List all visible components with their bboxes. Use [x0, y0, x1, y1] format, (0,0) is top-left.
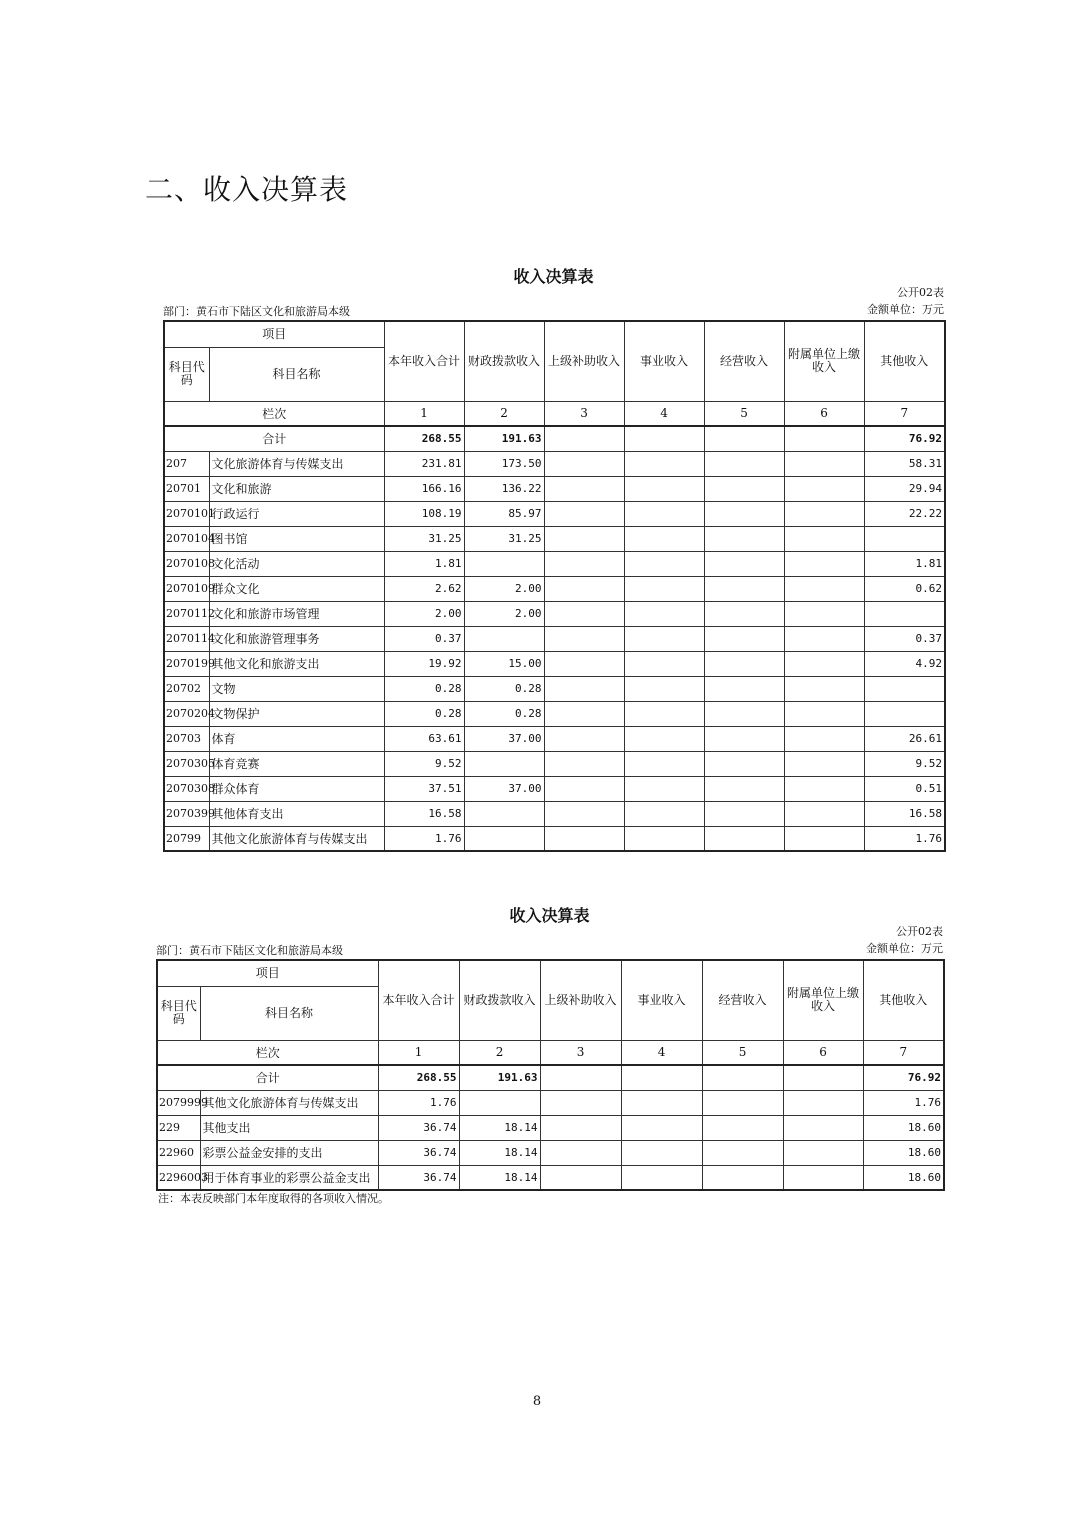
value-cell — [704, 451, 784, 476]
department-label: 部门：黄石市下陆区文化和旅游局本级 — [156, 944, 343, 957]
value-cell — [624, 576, 704, 601]
value-cell: 166.16 — [384, 476, 464, 501]
form-number: 公开02表 — [896, 925, 943, 938]
value-cell: 36.74 — [378, 1140, 459, 1165]
subject-name: 文化和旅游 — [209, 476, 384, 501]
subject-name: 彩票公益金安排的支出 — [200, 1140, 378, 1165]
item-header: 项目 — [164, 321, 384, 347]
value-cell — [784, 751, 864, 776]
total-cell: 191.63 — [459, 1065, 540, 1090]
value-cell: 1.76 — [384, 826, 464, 851]
table-row — [164, 551, 945, 576]
value-cell — [784, 451, 864, 476]
value-cell — [464, 551, 544, 576]
income-table — [163, 320, 946, 852]
subject-name: 图书馆 — [209, 526, 384, 551]
subject-code: 2296003 — [157, 1165, 200, 1190]
value-cell — [704, 826, 784, 851]
income-table-block-1 — [163, 258, 944, 858]
table-row — [164, 476, 945, 501]
page-number: 8 — [532, 1394, 542, 1409]
value-cell — [784, 601, 864, 626]
value-cell — [624, 476, 704, 501]
value-cell — [783, 1140, 863, 1165]
value-cell — [544, 751, 624, 776]
value-cell: 37.51 — [384, 776, 464, 801]
value-cell: 26.61 — [864, 726, 945, 751]
value-cell — [704, 801, 784, 826]
total-cell: 268.55 — [378, 1065, 459, 1090]
subject-name: 文物保护 — [209, 701, 384, 726]
value-cell — [784, 476, 864, 501]
sequence-number: 5 — [704, 401, 784, 426]
value-cell — [702, 1115, 783, 1140]
table-row — [164, 601, 945, 626]
subject-code: 2079999 — [157, 1090, 200, 1115]
value-cell — [621, 1115, 702, 1140]
value-cell — [544, 476, 624, 501]
value-cell — [459, 1090, 540, 1115]
table-row — [164, 676, 945, 701]
header-row — [157, 960, 944, 986]
subject-code: 2070305 — [164, 751, 209, 776]
value-cell: 9.52 — [384, 751, 464, 776]
total-cell: 76.92 — [863, 1065, 944, 1090]
value-cell — [464, 801, 544, 826]
column-header: 财政拨款收入 — [459, 960, 540, 1040]
subject-name: 其他文化和旅游支出 — [209, 651, 384, 676]
name-header: 科目名称 — [200, 986, 378, 1040]
value-cell — [540, 1115, 621, 1140]
value-cell: 231.81 — [384, 451, 464, 476]
table-row — [157, 1090, 944, 1115]
value-cell: 0.28 — [384, 701, 464, 726]
value-cell — [704, 726, 784, 751]
table-row — [164, 751, 945, 776]
amount-unit-label: 金额单位：万元 — [867, 303, 944, 316]
value-cell — [702, 1165, 783, 1190]
sequence-number: 7 — [863, 1040, 944, 1065]
total-cell: 76.92 — [864, 426, 945, 451]
value-cell — [624, 526, 704, 551]
value-cell: 1.81 — [384, 551, 464, 576]
value-cell — [784, 676, 864, 701]
value-cell — [624, 776, 704, 801]
value-cell — [624, 451, 704, 476]
value-cell: 18.60 — [863, 1165, 944, 1190]
subject-name: 其他文化旅游体育与传媒支出 — [209, 826, 384, 851]
value-cell: 22.22 — [864, 501, 945, 526]
value-cell — [544, 601, 624, 626]
column-header: 本年收入合计 — [378, 960, 459, 1040]
subject-code: 2070104 — [164, 526, 209, 551]
value-cell: 173.50 — [464, 451, 544, 476]
total-cell — [702, 1065, 783, 1090]
value-cell — [624, 501, 704, 526]
value-cell — [624, 626, 704, 651]
subject-name: 行政运行 — [209, 501, 384, 526]
value-cell — [784, 651, 864, 676]
value-cell — [784, 576, 864, 601]
value-cell — [704, 701, 784, 726]
table-title: 收入决算表 — [513, 267, 594, 286]
sequence-number: 1 — [378, 1040, 459, 1065]
sequence-number: 6 — [783, 1040, 863, 1065]
subject-name: 用于体育事业的彩票公益金支出 — [200, 1165, 378, 1190]
value-cell — [784, 776, 864, 801]
value-cell: 31.25 — [464, 526, 544, 551]
value-cell: 0.37 — [864, 626, 945, 651]
subject-name: 文化和旅游管理事务 — [209, 626, 384, 651]
income-table — [156, 959, 945, 1191]
value-cell: 29.94 — [864, 476, 945, 501]
value-cell — [783, 1115, 863, 1140]
sequence-number: 2 — [459, 1040, 540, 1065]
value-cell: 0.62 — [864, 576, 945, 601]
sequence-number: 3 — [540, 1040, 621, 1065]
value-cell — [544, 551, 624, 576]
value-cell — [544, 826, 624, 851]
value-cell — [544, 526, 624, 551]
value-cell: 15.00 — [464, 651, 544, 676]
value-cell — [624, 651, 704, 676]
column-header: 上级补助收入 — [540, 960, 621, 1040]
value-cell — [704, 476, 784, 501]
value-cell — [624, 751, 704, 776]
value-cell: 58.31 — [864, 451, 945, 476]
value-cell: 0.51 — [864, 776, 945, 801]
sequence-number: 4 — [624, 401, 704, 426]
value-cell — [704, 576, 784, 601]
name-header: 科目名称 — [209, 347, 384, 401]
sequence-number: 4 — [621, 1040, 702, 1065]
value-cell — [544, 576, 624, 601]
value-cell — [540, 1140, 621, 1165]
value-cell — [464, 626, 544, 651]
subject-name: 体育竞赛 — [209, 751, 384, 776]
total-row — [157, 1065, 944, 1090]
value-cell: 18.60 — [863, 1140, 944, 1165]
column-header: 其他收入 — [864, 321, 945, 401]
sequence-row — [164, 401, 945, 426]
value-cell: 31.25 — [384, 526, 464, 551]
value-cell — [704, 551, 784, 576]
header-row — [164, 321, 945, 347]
value-cell — [544, 801, 624, 826]
value-cell: 36.74 — [378, 1165, 459, 1190]
value-cell — [624, 726, 704, 751]
column-header: 上级补助收入 — [544, 321, 624, 401]
subject-code: 20799 — [164, 826, 209, 851]
subject-code: 20701 — [164, 476, 209, 501]
column-header: 附属单位上缴收入 — [784, 321, 864, 401]
total-cell — [624, 426, 704, 451]
value-cell: 0.37 — [384, 626, 464, 651]
subject-code: 2070399 — [164, 801, 209, 826]
value-cell — [784, 501, 864, 526]
value-cell — [624, 826, 704, 851]
value-cell — [621, 1140, 702, 1165]
table-row — [164, 651, 945, 676]
table-row — [157, 1165, 944, 1190]
sequence-label: 栏次 — [164, 401, 384, 426]
value-cell — [544, 701, 624, 726]
value-cell — [544, 651, 624, 676]
table-body — [157, 960, 944, 1190]
value-cell — [540, 1165, 621, 1190]
value-cell: 18.60 — [863, 1115, 944, 1140]
table-row — [164, 626, 945, 651]
amount-unit-label: 金额单位：万元 — [866, 942, 943, 955]
value-cell — [464, 751, 544, 776]
value-cell: 36.74 — [378, 1115, 459, 1140]
column-header: 经营收入 — [704, 321, 784, 401]
table-row — [164, 726, 945, 751]
value-cell — [704, 676, 784, 701]
value-cell: 2.00 — [464, 601, 544, 626]
value-cell — [783, 1090, 863, 1115]
value-cell: 9.52 — [864, 751, 945, 776]
value-cell: 16.58 — [384, 801, 464, 826]
subject-code: 22960 — [157, 1140, 200, 1165]
value-cell — [864, 601, 945, 626]
value-cell — [864, 701, 945, 726]
value-cell — [784, 826, 864, 851]
sequence-number: 6 — [784, 401, 864, 426]
value-cell — [864, 676, 945, 701]
total-row — [164, 426, 945, 451]
sequence-row — [157, 1040, 944, 1065]
subject-name: 群众文化 — [209, 576, 384, 601]
sequence-number: 7 — [864, 401, 945, 426]
section-heading: 二、收入决算表 — [145, 173, 349, 206]
value-cell: 2.00 — [384, 601, 464, 626]
subject-code: 2070204 — [164, 701, 209, 726]
value-cell — [704, 601, 784, 626]
value-cell — [624, 551, 704, 576]
value-cell — [784, 551, 864, 576]
value-cell — [784, 526, 864, 551]
value-cell — [544, 626, 624, 651]
value-cell — [624, 676, 704, 701]
subject-code: 2070114 — [164, 626, 209, 651]
subject-code: 2070108 — [164, 551, 209, 576]
subject-name: 文化活动 — [209, 551, 384, 576]
value-cell — [621, 1165, 702, 1190]
sequence-number: 5 — [702, 1040, 783, 1065]
value-cell — [702, 1140, 783, 1165]
total-cell — [621, 1065, 702, 1090]
value-cell: 4.92 — [864, 651, 945, 676]
sequence-number: 1 — [384, 401, 464, 426]
value-cell: 37.00 — [464, 776, 544, 801]
value-cell: 1.76 — [378, 1090, 459, 1115]
value-cell: 0.28 — [464, 676, 544, 701]
value-cell: 16.58 — [864, 801, 945, 826]
value-cell — [704, 626, 784, 651]
sequence-label: 栏次 — [157, 1040, 378, 1065]
item-header: 项目 — [157, 960, 378, 986]
value-cell — [704, 776, 784, 801]
subject-code: 2070308 — [164, 776, 209, 801]
table-note: 注：本表反映部门本年度取得的各项收入情况。 — [158, 1192, 389, 1205]
value-cell — [544, 726, 624, 751]
value-cell: 136.22 — [464, 476, 544, 501]
value-cell — [784, 626, 864, 651]
subject-name: 文物 — [209, 676, 384, 701]
column-header: 财政拨款收入 — [464, 321, 544, 401]
form-number: 公开02表 — [897, 286, 944, 299]
value-cell — [544, 676, 624, 701]
value-cell — [464, 826, 544, 851]
table-row — [164, 701, 945, 726]
table-row — [157, 1140, 944, 1165]
column-header: 附属单位上缴收入 — [783, 960, 863, 1040]
column-header: 事业收入 — [621, 960, 702, 1040]
value-cell: 85.97 — [464, 501, 544, 526]
value-cell — [864, 526, 945, 551]
table-row — [164, 801, 945, 826]
value-cell: 1.76 — [863, 1090, 944, 1115]
table-body — [164, 321, 945, 851]
value-cell: 108.19 — [384, 501, 464, 526]
value-cell: 37.00 — [464, 726, 544, 751]
value-cell: 0.28 — [464, 701, 544, 726]
value-cell — [783, 1165, 863, 1190]
value-cell: 0.28 — [384, 676, 464, 701]
value-cell — [544, 501, 624, 526]
column-header: 事业收入 — [624, 321, 704, 401]
total-label: 合计 — [164, 426, 384, 451]
total-cell — [540, 1065, 621, 1090]
value-cell — [784, 726, 864, 751]
value-cell — [624, 801, 704, 826]
subject-name: 其他体育支出 — [209, 801, 384, 826]
column-header: 经营收入 — [702, 960, 783, 1040]
subject-code: 2070101 — [164, 501, 209, 526]
value-cell: 2.00 — [464, 576, 544, 601]
value-cell: 1.76 — [864, 826, 945, 851]
total-cell — [544, 426, 624, 451]
table-row — [164, 501, 945, 526]
column-header: 其他收入 — [863, 960, 944, 1040]
value-cell: 2.62 — [384, 576, 464, 601]
table-row — [164, 526, 945, 551]
value-cell — [704, 501, 784, 526]
subject-code: 2070112 — [164, 601, 209, 626]
value-cell — [784, 701, 864, 726]
value-cell — [704, 751, 784, 776]
value-cell — [704, 651, 784, 676]
table-row — [164, 451, 945, 476]
subject-code: 20703 — [164, 726, 209, 751]
subject-name: 其他支出 — [200, 1115, 378, 1140]
income-table-block-2 — [156, 897, 943, 1217]
total-cell: 191.63 — [464, 426, 544, 451]
department-label: 部门：黄石市下陆区文化和旅游局本级 — [163, 305, 350, 318]
code-header: 科目代码 — [164, 347, 209, 401]
total-label: 合计 — [157, 1065, 378, 1090]
value-cell — [624, 701, 704, 726]
subject-code: 20702 — [164, 676, 209, 701]
value-cell: 18.14 — [459, 1165, 540, 1190]
total-cell — [783, 1065, 863, 1090]
value-cell: 18.14 — [459, 1140, 540, 1165]
total-cell: 268.55 — [384, 426, 464, 451]
value-cell — [544, 451, 624, 476]
table-title: 收入决算表 — [509, 906, 590, 925]
value-cell — [704, 526, 784, 551]
total-cell — [784, 426, 864, 451]
value-cell: 63.61 — [384, 726, 464, 751]
column-header: 本年收入合计 — [384, 321, 464, 401]
value-cell — [784, 801, 864, 826]
table-row — [164, 826, 945, 851]
subject-name: 群众体育 — [209, 776, 384, 801]
total-cell — [704, 426, 784, 451]
subject-name: 其他文化旅游体育与传媒支出 — [200, 1090, 378, 1115]
value-cell — [702, 1090, 783, 1115]
table-row — [164, 776, 945, 801]
sequence-number: 2 — [464, 401, 544, 426]
subject-code: 229 — [157, 1115, 200, 1140]
value-cell: 19.92 — [384, 651, 464, 676]
subject-code: 2070199 — [164, 651, 209, 676]
value-cell — [621, 1090, 702, 1115]
table-row — [157, 1115, 944, 1140]
subject-name: 体育 — [209, 726, 384, 751]
subject-name: 文化和旅游市场管理 — [209, 601, 384, 626]
sequence-number: 3 — [544, 401, 624, 426]
value-cell — [624, 601, 704, 626]
subject-name: 文化旅游体育与传媒支出 — [209, 451, 384, 476]
table-row — [164, 576, 945, 601]
value-cell — [540, 1090, 621, 1115]
value-cell — [544, 776, 624, 801]
subject-code: 207 — [164, 451, 209, 476]
code-header: 科目代码 — [157, 986, 200, 1040]
value-cell: 18.14 — [459, 1115, 540, 1140]
value-cell: 1.81 — [864, 551, 945, 576]
subject-code: 2070109 — [164, 576, 209, 601]
